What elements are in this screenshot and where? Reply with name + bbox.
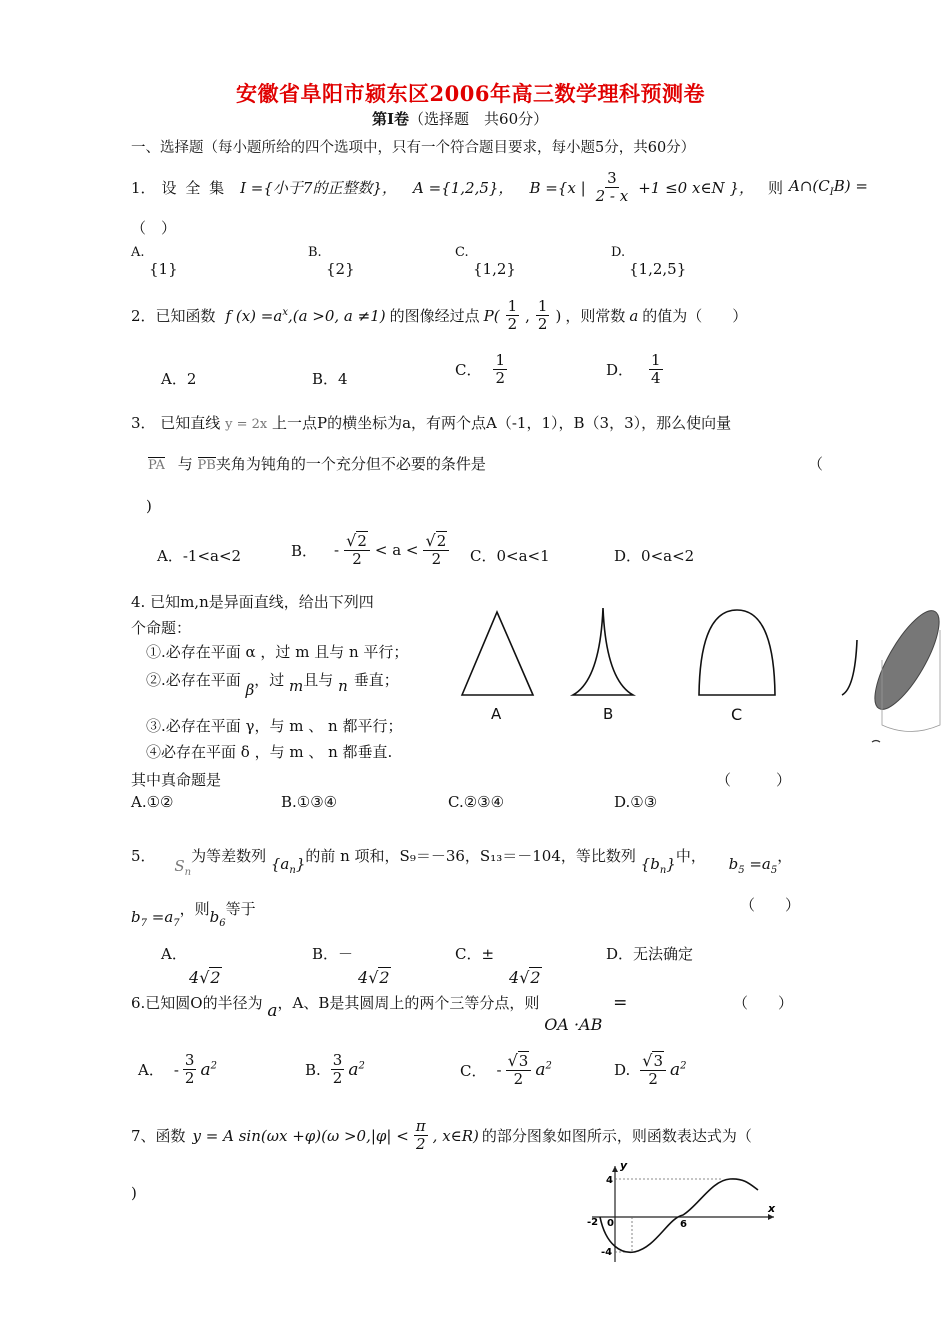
question-3-line1 <box>131 412 731 433</box>
q7-expr: y = A sin(ωx +φ)(ω >0,|φ| < <box>192 1126 409 1145</box>
q3-option-c: C．0<a<1 <box>470 547 550 565</box>
q4-p2-m: m <box>289 677 304 695</box>
partial-shape <box>842 640 857 695</box>
q2-func-main: f (x) =a <box>225 306 283 325</box>
q5-bn <box>640 855 676 876</box>
q3-opt-b-sqrt-1: 2 <box>357 532 367 550</box>
q2-opt-d-den: 4 <box>651 369 661 388</box>
q7-pi-frac <box>414 1118 428 1154</box>
q2-option-a: A．2 <box>161 370 197 388</box>
q6-t1: 6.已知圆O的半径为 <box>131 994 263 1012</box>
q4-ask: 其中真命题是 <box>131 771 222 789</box>
q6-opt-b-sq: 2 <box>358 1060 365 1072</box>
q5-opt-b-val <box>358 968 391 987</box>
tick-neg4: -4 <box>601 1247 613 1258</box>
q5-bn-sub: n <box>659 865 667 876</box>
sqrt-icon: √ <box>519 968 530 987</box>
q7-paren-right: ) <box>131 1184 137 1202</box>
q6-opt-a-a: a <box>200 1059 211 1080</box>
q1-paren: （ ） <box>131 219 177 237</box>
q6-opt-a-frac <box>183 1052 197 1088</box>
tick-4: 4 <box>606 1175 613 1186</box>
q2-opt-c-den: 2 <box>495 369 506 388</box>
q5-opt-c-rad: 2 <box>530 968 541 987</box>
q5-opt-c-val <box>509 968 542 987</box>
q5-option-d: D．无法确定 <box>606 945 694 963</box>
q1-opt-d-label: D. <box>611 245 626 260</box>
question-5-line1 <box>131 845 793 878</box>
q5-eq2-sub: 7 <box>140 918 147 929</box>
question-2: 2．已知函数 f $(x) =a^x,(a >0$, a ≠1) 的图像经过点 P( $\frac{1}{2}$ , $\frac{1}{2}$ ) ，则常数 a 的值为（ ） <box>131 297 748 334</box>
q1-frac-den: 2 - x <box>595 187 629 206</box>
q3-option-a: A．-1<a<2 <box>157 547 242 565</box>
q1-opt-a-label: A. <box>131 245 145 260</box>
q3-opt-b-frac-1-num <box>344 532 370 551</box>
cusp-shape <box>573 608 633 695</box>
q2-opt-d-frac <box>649 352 663 388</box>
q5-t1: 为等差数列 <box>191 847 267 865</box>
q1-option-c <box>455 245 516 278</box>
q6-opt-c-a2 <box>535 1060 552 1080</box>
question-5-line2 <box>131 898 256 929</box>
q2-opt-c-num: 1 <box>495 351 506 369</box>
q2-text-c: ，则常数 <box>565 307 626 326</box>
q5-an-sub: n <box>289 865 296 876</box>
q3-opt-b-frac-2-num <box>423 532 449 551</box>
question-3-line2 <box>148 453 486 474</box>
q6-option-d <box>614 1052 687 1089</box>
q1-opt-d-val: {1,2,5} <box>629 260 687 278</box>
q6-option-a <box>138 1052 217 1088</box>
q6-opt-d-num <box>640 1052 666 1071</box>
q6-opt-c-sq: 2 <box>545 1060 552 1072</box>
q6-expr: OA ·AB <box>544 1015 603 1034</box>
q6-opt-a-den: 2 <box>184 1069 195 1088</box>
q2-half-2-num: 1 <box>537 297 548 315</box>
q5-b6 <box>209 908 226 929</box>
q7-pi: π <box>415 1117 426 1135</box>
q5-an <box>270 855 306 876</box>
q6-opt-d-den: 2 <box>648 1070 658 1089</box>
q6-option-b <box>305 1052 365 1088</box>
q5-opt-c-coef: 4 <box>509 968 520 987</box>
q6-option-c <box>460 1052 552 1089</box>
y-axis-arrow-icon <box>612 1166 618 1172</box>
q7-sine-graph <box>582 1158 782 1268</box>
q5-opt-a-val <box>189 968 222 987</box>
q3-opt-b-frac-1 <box>344 532 370 569</box>
q5-option-b <box>312 943 391 987</box>
sine-curve <box>600 1179 758 1252</box>
q3-option-b <box>291 532 451 569</box>
q6-opt-b-num: 3 <box>332 1051 343 1069</box>
q6-opt-d-label: D. <box>614 1061 631 1080</box>
q5-sn <box>174 857 192 878</box>
q1-frac-num: 3 <box>607 169 617 187</box>
q5-t3: 中， <box>675 847 706 865</box>
q6-opt-d-frac <box>640 1052 666 1089</box>
q6-paren: （ ） <box>733 994 794 1012</box>
q2-func <box>226 307 386 325</box>
q4-shape-label-c: C <box>731 705 743 724</box>
q2-half-1-den: 2 <box>507 315 518 334</box>
q5-t5: 等于 <box>225 900 256 918</box>
q2-opt-c-label: C． <box>455 361 482 380</box>
q6-opt-c-a: a <box>535 1060 546 1081</box>
q2-half-1 <box>506 298 520 334</box>
q2-opt-c-frac <box>493 352 507 388</box>
q3-paren-left: （ <box>808 455 824 473</box>
q1-ask: 则 <box>768 179 784 198</box>
q2-opt-d-num: 1 <box>651 351 661 369</box>
q4-prop3: ③.必存在平面 γ，与 m 、 n 都平行； <box>146 717 403 735</box>
q5-opt-a-coef: 4 <box>189 968 200 987</box>
q5-eq1-sub2: 5 <box>770 865 778 876</box>
q5-t4: ，则 <box>179 900 210 918</box>
q5-eq2-b: b <box>131 908 141 926</box>
q4-shape-label-b: B <box>603 705 614 723</box>
q3-opt-b-frac-2 <box>423 532 449 569</box>
volume-title <box>372 108 548 129</box>
sqrt-icon: √ <box>507 1051 518 1070</box>
q3-line-eq: y = 2x <box>225 417 268 432</box>
q4-prop4: ④必存在平面 δ ，与 m 、 n 都垂直. <box>146 743 393 761</box>
q6-opt-a-a2 <box>200 1060 217 1080</box>
q6-opt-c-frac <box>506 1052 532 1089</box>
q6-opt-d-sq: 2 <box>680 1060 687 1072</box>
q2-text-d: 的值为（ ） <box>642 307 748 326</box>
q4-prop2 <box>146 669 399 699</box>
q1-opt-c-val: {1,2} <box>473 260 516 278</box>
q6-opt-a-num: 3 <box>184 1051 195 1069</box>
q2-half-1-num: 1 <box>507 297 518 315</box>
q2-a: a <box>629 306 639 325</box>
q5-eq1 <box>728 855 778 876</box>
q4-option-d: D.①③ <box>614 793 658 811</box>
y-axis-label: y <box>620 1159 628 1172</box>
q1-expr-end: B) = <box>833 177 868 196</box>
q5-eq1-sub: 5 <box>738 865 745 876</box>
q3-text-a: 3． 已知直线 <box>131 414 221 432</box>
q2-option-b: B．4 <box>312 370 348 388</box>
q2-option-d <box>606 352 665 388</box>
q6-opt-c-label: C． <box>460 1061 487 1080</box>
q3-opt-b-den-1: 2 <box>352 550 362 569</box>
q4-p2-n: n <box>338 677 348 695</box>
q7-expr-end: , x∈R) <box>432 1126 479 1145</box>
q1-lead: 设 全 集 <box>161 179 227 198</box>
tick-neg2: -2 <box>587 1217 599 1228</box>
q5-paren: （ ） <box>740 896 801 914</box>
sqrt-icon: √ <box>346 531 357 550</box>
q3-opt-b-mid: < a < <box>374 541 419 560</box>
sqrt-icon: √ <box>199 968 210 987</box>
q4-line1: 4. 已知m,n是异面直线，给出下列四 <box>131 593 374 611</box>
q3-option-d: D．0<a<2 <box>614 547 695 565</box>
q6-opt-c-den: 2 <box>513 1070 524 1089</box>
q6-opt-c-rad: 3 <box>518 1052 529 1070</box>
q1-expr-main: A∩(C <box>789 177 830 196</box>
q5-an-main: {a <box>270 855 290 873</box>
q1-opt-a-val: {1} <box>149 260 178 278</box>
sqrt-icon: √ <box>642 1051 653 1070</box>
q1-expr <box>789 177 868 198</box>
q6-t2: ，A、B是其圆周上的两个三等分点，则 <box>277 994 540 1012</box>
q5-sn-sub: n <box>184 867 192 878</box>
q6-opt-c-num <box>506 1052 532 1071</box>
q5-comma: ， <box>777 847 793 865</box>
q3-and: 与 <box>177 455 193 473</box>
q7-t2: 的部分图象如图所示，则函数表达式为（ <box>481 1127 752 1146</box>
sqrt-icon: √ <box>368 968 379 987</box>
triangle-shape <box>462 612 533 695</box>
q3-text-c: 夹角为钝角的一个充分但不必要的条件是 <box>215 455 486 473</box>
q5-bn-end: } <box>666 855 676 873</box>
q2-half-2-den: 2 <box>537 315 548 334</box>
q5-opt-b-rad: 2 <box>379 968 390 987</box>
q5-number: 5． <box>131 847 156 865</box>
q6-opt-d-a: a <box>670 1060 681 1081</box>
q2-opt-d-label: D． <box>606 361 634 380</box>
q5-opt-b-coef: 4 <box>358 968 369 987</box>
q6-opt-a-sq: 2 <box>210 1060 217 1072</box>
q2-func-sup: x <box>282 306 288 318</box>
q6-opt-b-a2 <box>348 1060 365 1080</box>
q6-opt-d-rad: 3 <box>653 1052 664 1070</box>
sqrt-icon: √ <box>425 531 436 550</box>
q1-expr-sub: I <box>829 187 834 199</box>
q7-t1: 7、函数 <box>131 1127 186 1146</box>
q3-vector-pa: PA <box>148 458 165 473</box>
page-title: 安徽省阜阳市颍东区2006年高三数学理科预测卷 <box>236 81 705 106</box>
q5-an-end: } <box>295 855 306 873</box>
q5-eq1-mid: =a <box>744 855 771 873</box>
q5-opt-a-rad: 2 <box>210 968 221 987</box>
tick-0: 0 <box>607 1218 614 1229</box>
q1-opt-b-label: B. <box>308 245 322 260</box>
q1-opt-b-val: {2} <box>326 260 355 278</box>
q1-option-a <box>131 245 178 278</box>
q5-b6-sub: 6 <box>219 918 226 929</box>
q7-two: 2 <box>415 1135 426 1154</box>
q1-option-d <box>611 245 686 278</box>
q5-sn-main: S <box>174 857 185 875</box>
q4-paren: （ ） <box>716 771 792 789</box>
question-1 <box>131 170 868 206</box>
q5-option-c <box>455 943 542 987</box>
q3-opt-b-den-2: 2 <box>431 550 442 569</box>
inclined-disc <box>863 603 950 718</box>
q3-paren-right: ) <box>146 497 152 515</box>
q5-t2: 的前 n 项和，S₉＝－36，S₁₃＝－104，等比数列 <box>305 847 636 865</box>
q5-option-a <box>161 943 222 987</box>
volume-note: （选择题 共60分） <box>409 110 549 128</box>
q6-opt-a-neg: - <box>173 1060 179 1079</box>
q4-p2-c: ，过 <box>254 671 285 689</box>
q4-option-b: B.①③④ <box>281 793 338 811</box>
q4-shape-label-a: A <box>491 705 502 723</box>
q6-opt-b-frac <box>331 1052 345 1088</box>
q2-point: P( <box>483 306 500 325</box>
tick-6: 6 <box>680 1219 687 1230</box>
q4-p2-a: ②.必存在平面 <box>146 671 241 689</box>
q4-p2-g: 垂直； <box>353 671 399 689</box>
q6-opt-d-a2 <box>670 1060 687 1080</box>
q2-text-a: 2．已知函数 <box>131 307 216 326</box>
section-heading: 一、选择题（每小题所给的四个选项中，只有一个符合题目要求，每小题5分，共60分） <box>131 140 696 156</box>
q5-opt-a-label: A． <box>161 945 187 963</box>
q6-opt-a-label: A． <box>138 1061 164 1080</box>
figure-mark <box>872 741 880 743</box>
q1-set-b-post: +1 ≤0 x∈N }， <box>638 179 754 198</box>
q6-eq: = <box>613 993 628 1013</box>
x-axis-label: x <box>768 1202 776 1215</box>
q4-option-a: A.①② <box>131 793 174 811</box>
q2-cond: ,(a >0, a ≠1) <box>287 306 386 325</box>
q1-opt-c-label: C. <box>455 245 469 260</box>
q4-shapes-figure <box>440 600 950 760</box>
volume-label: 第Ⅰ卷 <box>372 110 410 128</box>
q1-set-i: I ={小于7的正整数}， <box>240 179 397 198</box>
question-6 <box>131 992 628 1034</box>
q6-opt-b-label: B. <box>305 1060 321 1079</box>
question-7 <box>131 1118 752 1154</box>
q3-text-b: 上一点P的横坐标为a，有两个点A（-1，1），B（3，3），那么使向量 <box>271 414 732 432</box>
q6-a: a <box>267 1001 278 1021</box>
q1-option-b <box>308 245 355 278</box>
q5-eq1-b: b <box>728 855 739 873</box>
q2-text-b: 的图像经过点 <box>389 307 480 326</box>
q5-bn-main: {b <box>640 855 660 873</box>
q5-opt-c-label: C．± <box>455 945 495 963</box>
q1-fraction <box>594 170 631 206</box>
q1-number: 1． <box>131 179 156 198</box>
q1-set-a: A ={1,2,5}， <box>413 179 514 198</box>
q4-p2-beta: β <box>245 681 255 699</box>
q5-eq2-sub2: 7 <box>173 918 180 929</box>
q5-eq2 <box>131 908 180 929</box>
q4-line2: 个命题： <box>131 619 192 637</box>
q3-vector-pb: PB <box>197 458 216 473</box>
q1-set-b-pre: B ={x | <box>529 178 586 197</box>
dome-shape <box>699 610 775 695</box>
q6-opt-b-den: 2 <box>332 1069 343 1088</box>
q5-opt-b-label: B．－ <box>312 945 354 963</box>
q6-opt-b-a: a <box>348 1059 359 1080</box>
q4-option-c: C.②③④ <box>448 793 505 811</box>
q4-p2-e: 且与 <box>303 671 334 689</box>
q4-prop1: ①.必存在平面 α ，过 m 且与 n 平行； <box>146 643 409 661</box>
q6-opt-c-neg: - <box>496 1061 502 1080</box>
q3-opt-b-neg: - <box>334 541 340 560</box>
q5-eq2-mid: =a <box>146 908 174 926</box>
q3-opt-b-sqrt-2: 2 <box>436 532 447 550</box>
q5-b6-main: b <box>209 908 220 926</box>
q2-option-c <box>455 352 509 388</box>
q3-opt-b-label: B． <box>291 541 318 560</box>
q2-half-2 <box>536 298 550 334</box>
